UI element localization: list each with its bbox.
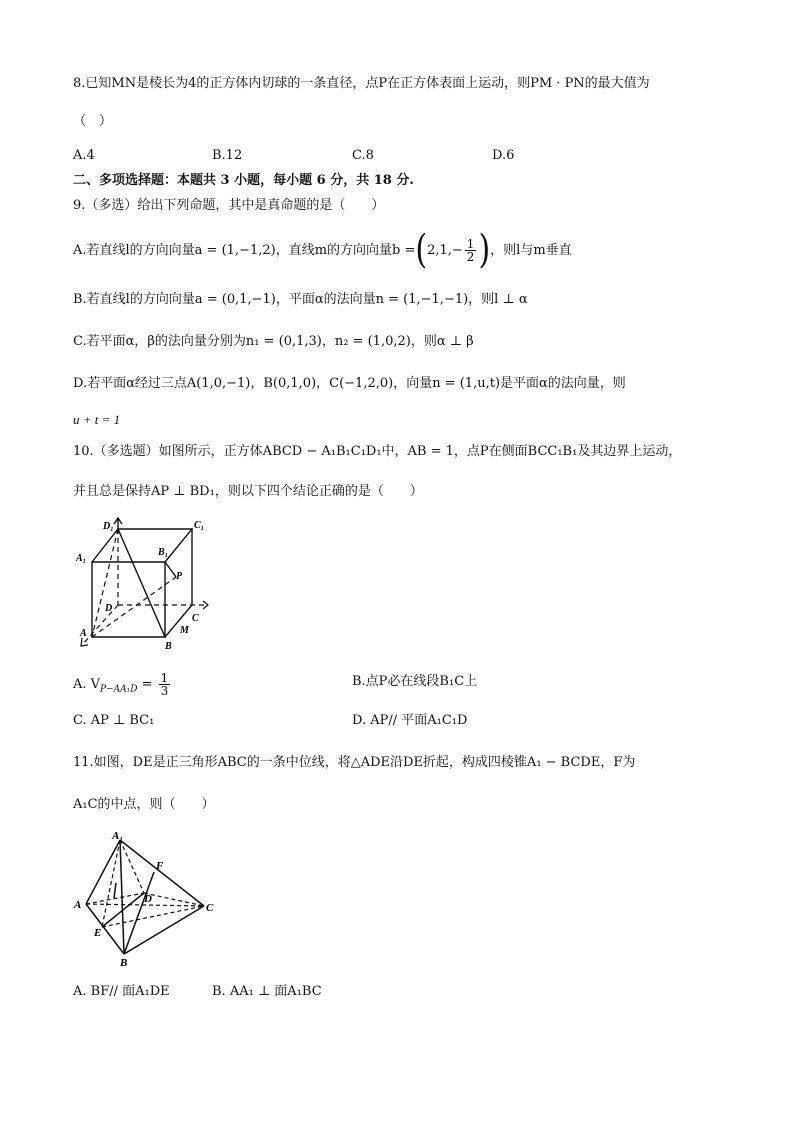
fraction-numerator: 1 [160, 671, 169, 685]
right-paren: ) [478, 227, 491, 273]
label-a: A [74, 899, 82, 911]
q10-option-b: B.点P必在线段B₁C上 [352, 674, 478, 689]
edge-a1c [120, 840, 204, 906]
label-c: C [206, 902, 214, 914]
fraction-third [159, 672, 171, 697]
label-m: M [180, 625, 189, 636]
q10-option-d: D. AP// 平面A₁C₁D [352, 713, 468, 728]
fraction-denominator: 2 [466, 250, 475, 264]
hidden-segment-ec [102, 906, 204, 927]
q8-option-a: A.4 [73, 148, 95, 163]
segment-bf [124, 872, 154, 954]
q9-option-a-pre: A.若直线l的方向向量a = (1,−1,2)，直线m的方向向量b = [73, 243, 416, 258]
fraction-denominator: 3 [160, 684, 169, 698]
label-a: A [80, 628, 87, 639]
label-b: B [165, 641, 172, 652]
q9-option-d-cont: u + t = 1 [73, 412, 121, 427]
fraction-half [465, 238, 477, 263]
q10-option-a-pre: A. V [73, 677, 101, 692]
q11-option-a: A. BF// 面A₁DE [73, 984, 170, 999]
q10-option-c: C. AP ⊥ BC₁ [73, 713, 155, 728]
section-title: 二、多项选择题：本题共 3 小题，每小题 6 分，共 18 分. [73, 173, 414, 188]
label-d: D [144, 893, 152, 905]
edge-bc [124, 906, 204, 954]
q9-stem: 9.（多选）给出下列命题，其中是真命题的是（ ） [73, 198, 385, 213]
q8-option-b: B.12 [212, 148, 243, 163]
label-d: D [105, 603, 113, 614]
q8-option-d: D.6 [492, 148, 515, 163]
label-e: E [94, 927, 102, 939]
fraction-numerator: 1 [466, 237, 475, 251]
hidden-edge-da [82, 605, 118, 645]
q10-stem: 10.（多选题）如图所示，正方体ABCD − A₁B₁C₁D₁中，AB = 1，点P在侧面BCC₁B₁及其边界上运动， [73, 444, 682, 459]
q10-option-a [73, 672, 172, 700]
diagonal-d1b [118, 529, 165, 637]
q11-stem: 11.如图，DE是正三角形ABC的一条中位线，将△ADE沿DE折起，构成四棱锥A₁ − BCDE，F为 [73, 755, 636, 770]
q9-option-c: C.若平面α，β的法向量分别为n₁ = (0,1,3)，n₂ = (1,0,2)，则α ⊥ β [73, 334, 474, 349]
q10-stem-cont: 并且总是保持AP ⊥ BD₁，则以下四个结论正确的是（ ） [73, 484, 423, 499]
label-c1: C₁ [194, 520, 205, 531]
q9-option-a [73, 227, 572, 273]
q10-option-a-eq: = [137, 677, 157, 692]
q11-option-b: B. AA₁ ⊥ 面A₁BC [212, 984, 322, 999]
segment-b1p [165, 562, 176, 577]
q8-stem: 8.已知MN是棱长为4的正方体内切球的一条直径，点P在正方体表面上运动，则PM · PN的最大值为 [73, 76, 650, 91]
q9-option-d: D.若平面α经过三点A(1,0,−1)，B(0,1,0)，C(−1,2,0)，向量n = (1,u,t)是平面α的法向量，则 [73, 376, 626, 391]
label-p: P [176, 571, 183, 582]
q10-option-a-sub: P−AA₁D [100, 684, 138, 695]
label-a1: A₁ [76, 553, 87, 564]
q9-option-b: B.若直线l的方向向量a = (0,1,−1)，平面α的法向量n = (1,−1,−1)，则l ⊥ α [73, 292, 528, 307]
left-paren: ( [415, 227, 428, 273]
label-f: F [156, 860, 164, 872]
label-a1: A₁ [112, 830, 124, 842]
label-b1: B₁ [158, 547, 169, 558]
pyramid-figure [72, 828, 222, 970]
label-d1: D₁ [103, 521, 114, 532]
label-c: C [192, 613, 199, 624]
tick-mark [114, 883, 116, 898]
q9-option-a-vector: 2,1,− [427, 243, 463, 258]
label-b: B [120, 957, 128, 969]
hidden-edge-a1d [120, 840, 144, 893]
cube-top-face [92, 529, 192, 562]
q8-paren: （ ） [73, 114, 113, 129]
cube-figure [72, 515, 222, 660]
q11-stem-cont: A₁C的中点，则（ ） [73, 797, 215, 812]
cube-front-face [92, 562, 165, 637]
q8-option-c: C.8 [352, 148, 374, 163]
q9-option-a-post: ，则l与m垂直 [490, 243, 572, 258]
